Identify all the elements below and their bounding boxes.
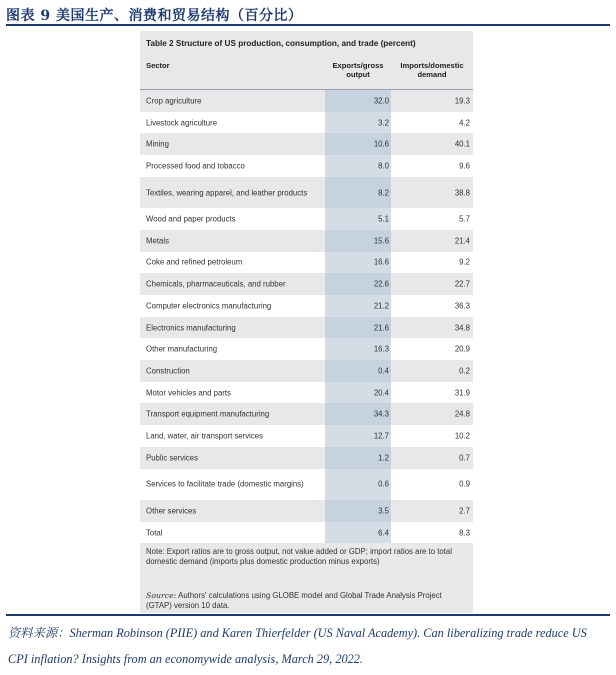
sector-label: Coke and refined petroleum — [146, 257, 243, 267]
table-row — [140, 338, 473, 360]
sector-label: Wood and paper products — [146, 214, 236, 224]
table-note: Note: Export ratios are to gross output, not value added or GDP; import ratios are to total domestic demand (imports plus domestic production minus exports) — [146, 547, 452, 566]
exports-value: 16.6 — [373, 257, 389, 267]
imports-value: 24.8 — [454, 409, 470, 419]
header-imports-line2: demand — [417, 70, 447, 79]
sector-label: Total — [146, 528, 163, 538]
table-panel — [140, 31, 473, 613]
figure-title: 图表 9 美国生产、消费和贸易结构（百分比） — [6, 8, 303, 24]
exports-value: 0.4 — [378, 366, 389, 376]
exports-value: 5.1 — [378, 214, 389, 224]
sector-label: Other manufacturing — [146, 344, 218, 354]
exports-value: 1.2 — [378, 453, 389, 463]
table-row — [140, 90, 473, 112]
table-row — [140, 469, 473, 501]
sector-label: Land, water, air transport services — [146, 431, 264, 441]
footer-divider — [6, 614, 610, 616]
header-exports-line1: Exports/gross — [332, 61, 384, 70]
sector-label: Services to facilitate trade (domestic margins) — [146, 479, 304, 489]
imports-value: 36.3 — [454, 301, 470, 311]
exports-value: 32.0 — [373, 96, 389, 106]
table-title: Table 2 Structure of US production, consumption, and trade (percent) — [146, 39, 416, 48]
sector-label: Motor vehicles and parts — [146, 388, 231, 398]
table-row — [140, 360, 473, 382]
exports-value: 8.2 — [378, 188, 389, 197]
imports-value: 0.2 — [459, 366, 470, 376]
table-row — [140, 273, 473, 295]
table-row — [140, 500, 473, 522]
table-row — [140, 295, 473, 317]
sector-label: Construction — [146, 366, 190, 376]
table-row — [140, 133, 473, 155]
exports-value: 6.4 — [378, 528, 389, 538]
table-row — [140, 252, 473, 274]
table-row — [140, 177, 473, 209]
imports-value: 21.4 — [454, 236, 470, 246]
imports-value: 0.9 — [459, 479, 470, 489]
exports-value: 20.4 — [373, 388, 389, 398]
imports-value: 20.9 — [454, 344, 470, 354]
exports-value: 34.3 — [373, 409, 389, 419]
header-imports-line1: Imports/domestic — [400, 61, 464, 70]
header-imports — [391, 61, 473, 79]
data-table — [140, 57, 473, 543]
table-source — [146, 591, 468, 610]
sector-label: Textiles, wearing apparel, and leather products — [146, 188, 308, 197]
sector-label: Crop agriculture — [146, 96, 202, 106]
sector-label: Public services — [146, 453, 198, 463]
exports-value: 10.6 — [373, 139, 389, 149]
imports-value: 2.7 — [459, 506, 470, 516]
header-sector: Sector — [146, 61, 170, 70]
sector-label: Transport equipment manufacturing — [146, 409, 270, 419]
table-row — [140, 317, 473, 339]
exports-value: 15.6 — [373, 236, 389, 246]
source-text: Authors' calculations using GLOBE model and Global Trade Analysis Project (GTAP) version 10 data. — [146, 591, 442, 610]
figure-header — [6, 4, 610, 26]
table-row — [140, 447, 473, 469]
table-row — [140, 230, 473, 252]
table-row — [140, 155, 473, 177]
imports-value: 0.7 — [459, 453, 470, 463]
imports-value: 9.6 — [459, 161, 470, 171]
exports-value: 21.2 — [373, 301, 389, 311]
imports-value: 10.2 — [454, 431, 470, 441]
sector-label: Metals — [146, 236, 169, 246]
exports-value: 21.6 — [373, 323, 389, 333]
sector-label: Mining — [146, 139, 169, 149]
exports-value: 16.3 — [373, 344, 389, 354]
imports-value: 5.7 — [459, 214, 470, 224]
table-row — [140, 208, 473, 230]
sector-label: Electronics manufacturing — [146, 323, 236, 333]
sector-label: Livestock agriculture — [146, 118, 218, 128]
exports-value: 8.0 — [378, 161, 389, 171]
table-row — [140, 112, 473, 134]
imports-value: 31.9 — [454, 388, 470, 398]
imports-value: 9.2 — [459, 257, 470, 267]
imports-value: 4.2 — [459, 118, 470, 128]
exports-value: 3.5 — [378, 506, 389, 516]
table-row — [140, 382, 473, 404]
imports-value: 19.3 — [454, 96, 470, 106]
table-row — [140, 403, 473, 425]
imports-value: 22.7 — [454, 279, 470, 289]
sector-label: Computer electronics manufacturing — [146, 301, 272, 311]
source-label: Source: — [146, 591, 177, 600]
exports-value: 3.2 — [378, 118, 389, 128]
table-header — [140, 57, 473, 90]
header-exports-line2: output — [346, 70, 370, 79]
header-exports — [325, 61, 391, 79]
exports-value: 12.7 — [373, 431, 389, 441]
imports-value: 34.8 — [454, 323, 470, 333]
sector-label: Chemicals, pharmaceuticals, and rubber — [146, 279, 286, 289]
imports-value: 8.3 — [459, 528, 470, 538]
exports-value: 0.6 — [378, 479, 389, 489]
sector-label: Other services — [146, 506, 197, 516]
table-row — [140, 522, 473, 544]
imports-value: 38.8 — [454, 188, 470, 197]
table-row — [140, 425, 473, 447]
sector-label: Processed food and tobacco — [146, 161, 245, 171]
exports-value: 22.6 — [373, 279, 389, 289]
footer-source: 资料来源：Sherman Robinson (PIIE) and Karen Thierfelder (US Naval Academy). Can liberalizing trade reduce US CPI inflation? Insights from an economywide analysis, March 29, 2022. — [8, 626, 587, 666]
imports-value: 40.1 — [454, 139, 470, 149]
